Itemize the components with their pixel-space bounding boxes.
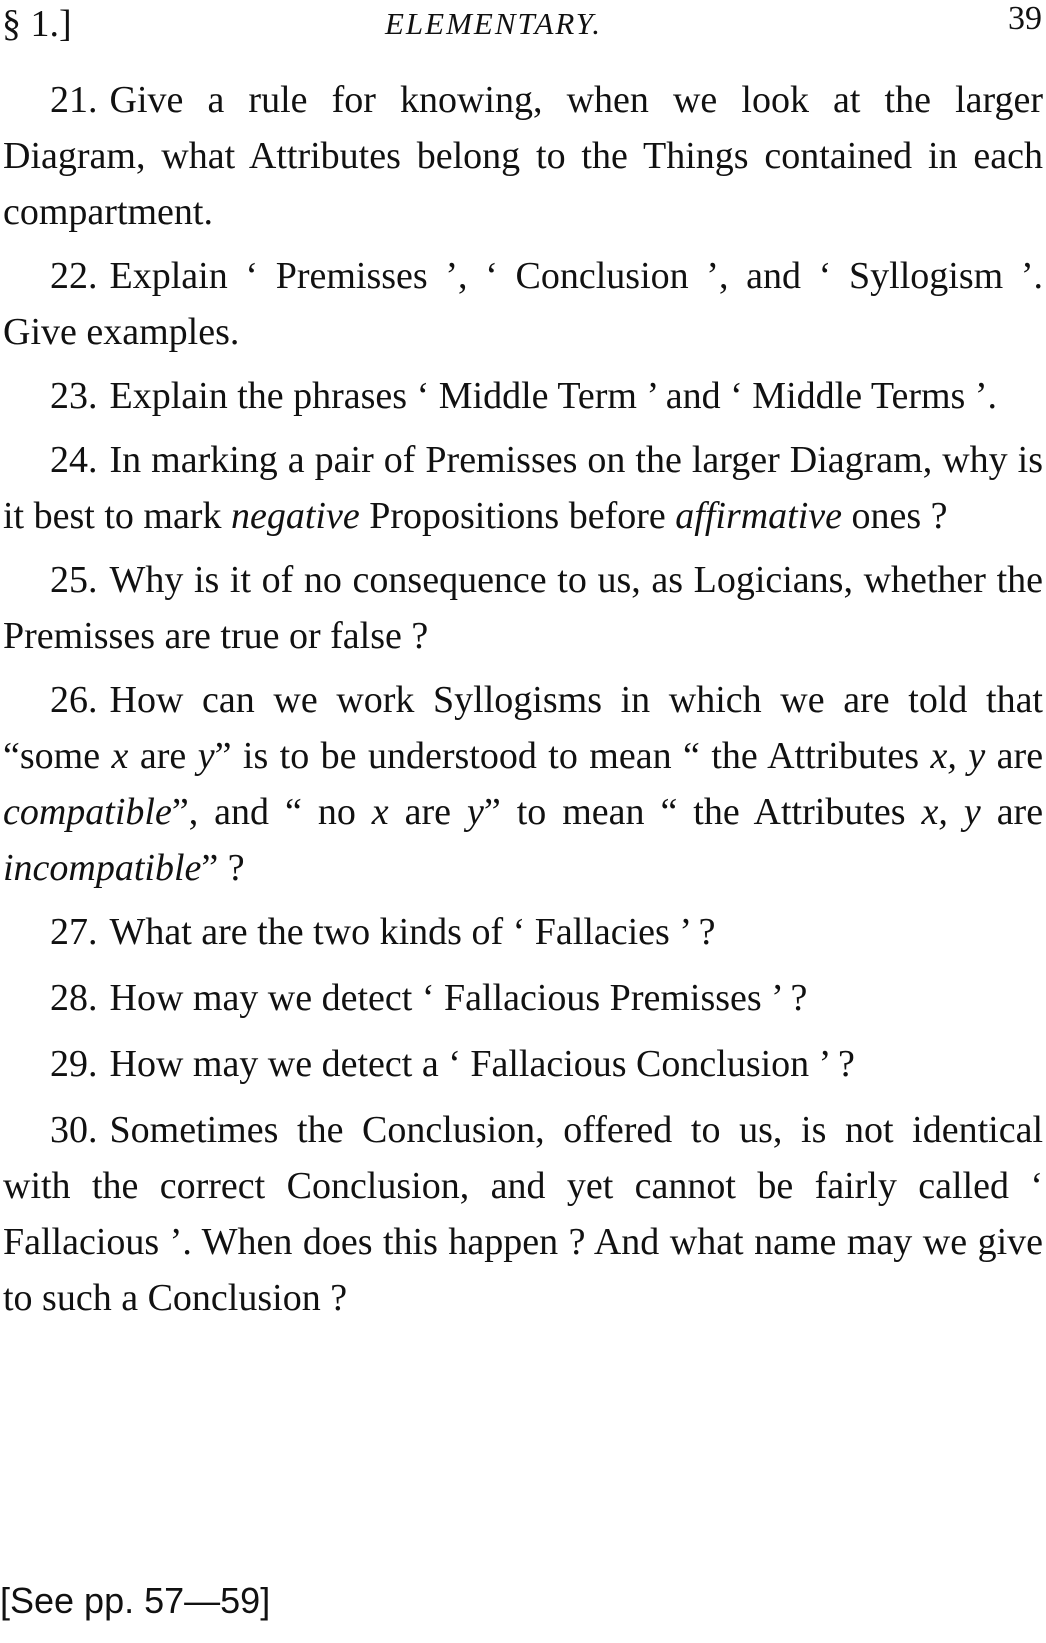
question-text: are <box>996 791 1044 833</box>
question-21 <box>3 72 1043 240</box>
question-number: 27. <box>50 911 98 953</box>
question-text: What are the two kinds of ‘ Fallacies ’ ? <box>109 911 716 953</box>
question-text: How may we detect a ‘ Fallacious Conclusion ’ ? <box>109 1043 855 1085</box>
emphasis: compatible <box>3 791 172 833</box>
question-text: ones ? <box>851 495 948 537</box>
question-text: In marking a pair of Premisses on the larger Diagram, why is it best to mark <box>3 439 1043 537</box>
question-text: ” to mean “ the Attributes <box>483 791 906 833</box>
question-number: 21. <box>50 79 98 121</box>
question-text: Sometimes the Conclusion, offered to us, is not identical with the correct Conclusion, and yet cannot be fairly called ‘ Fallacious ’. When does this happen ? And what name may we give to such a Conclusion ? <box>3 1109 1043 1319</box>
question-27 <box>3 904 1043 960</box>
page-reference-note: [See pp. 57—59] <box>0 1580 271 1621</box>
question-28 <box>3 970 1043 1026</box>
question-number: 25. <box>50 559 98 601</box>
question-text: Why is it of no consequence to us, as Logicians, whether the Premisses are true or false ? <box>3 559 1043 657</box>
question-23 <box>3 368 1043 424</box>
emphasis: negative <box>230 495 360 537</box>
question-number: 29. <box>50 1043 98 1085</box>
emphasis: x, y <box>921 791 981 833</box>
question-30 <box>3 1102 1043 1326</box>
emphasis: x, y <box>930 735 986 777</box>
running-title: ELEMENTARY. <box>385 6 602 41</box>
question-text: Propositions before <box>369 495 666 537</box>
question-text: ” is to be understood to mean “ the Attributes <box>214 735 920 777</box>
page-number: 39 <box>1008 0 1042 37</box>
emphasis: y <box>467 791 484 833</box>
question-text: ” ? <box>201 847 245 889</box>
emphasis: incompatible <box>3 847 202 889</box>
question-list <box>3 72 1043 1334</box>
emphasis: x <box>371 791 389 833</box>
emphasis: x <box>111 735 129 777</box>
question-number: 28. <box>50 977 98 1019</box>
question-text: Explain the phrases ‘ Middle Term ’ and ‘ Middle Terms ’. <box>109 375 997 417</box>
question-text: are <box>404 791 452 833</box>
question-24 <box>3 432 1043 544</box>
question-number: 26. <box>50 679 98 721</box>
question-text: How can we work Syllogisms in which we are told that “some <box>3 679 1043 777</box>
section-marker: § 1.] <box>2 3 72 45</box>
question-text: are <box>139 735 187 777</box>
question-29 <box>3 1036 1043 1092</box>
question-text: are <box>996 735 1044 777</box>
question-number: 23. <box>50 375 98 417</box>
question-text: ”, and “ no <box>171 791 356 833</box>
question-22 <box>3 248 1043 360</box>
emphasis: y <box>197 735 215 777</box>
question-26 <box>3 672 1043 896</box>
question-text: Give a rule for knowing, when we look at the larger Diagram, what Attributes belong to the Things contained in each compartment. <box>3 79 1043 233</box>
emphasis: affirmative <box>675 495 843 537</box>
question-text: How may we detect ‘ Fallacious Premisses ’ ? <box>109 977 808 1019</box>
question-25 <box>3 552 1043 664</box>
question-number: 30. <box>50 1109 98 1151</box>
question-number: 22. <box>50 255 98 297</box>
question-number: 24. <box>50 439 98 481</box>
question-text: Explain ‘ Premisses ’, ‘ Conclusion ’, and ‘ Syllogism ’. Give examples. <box>3 255 1043 353</box>
page-header <box>0 0 1046 50</box>
